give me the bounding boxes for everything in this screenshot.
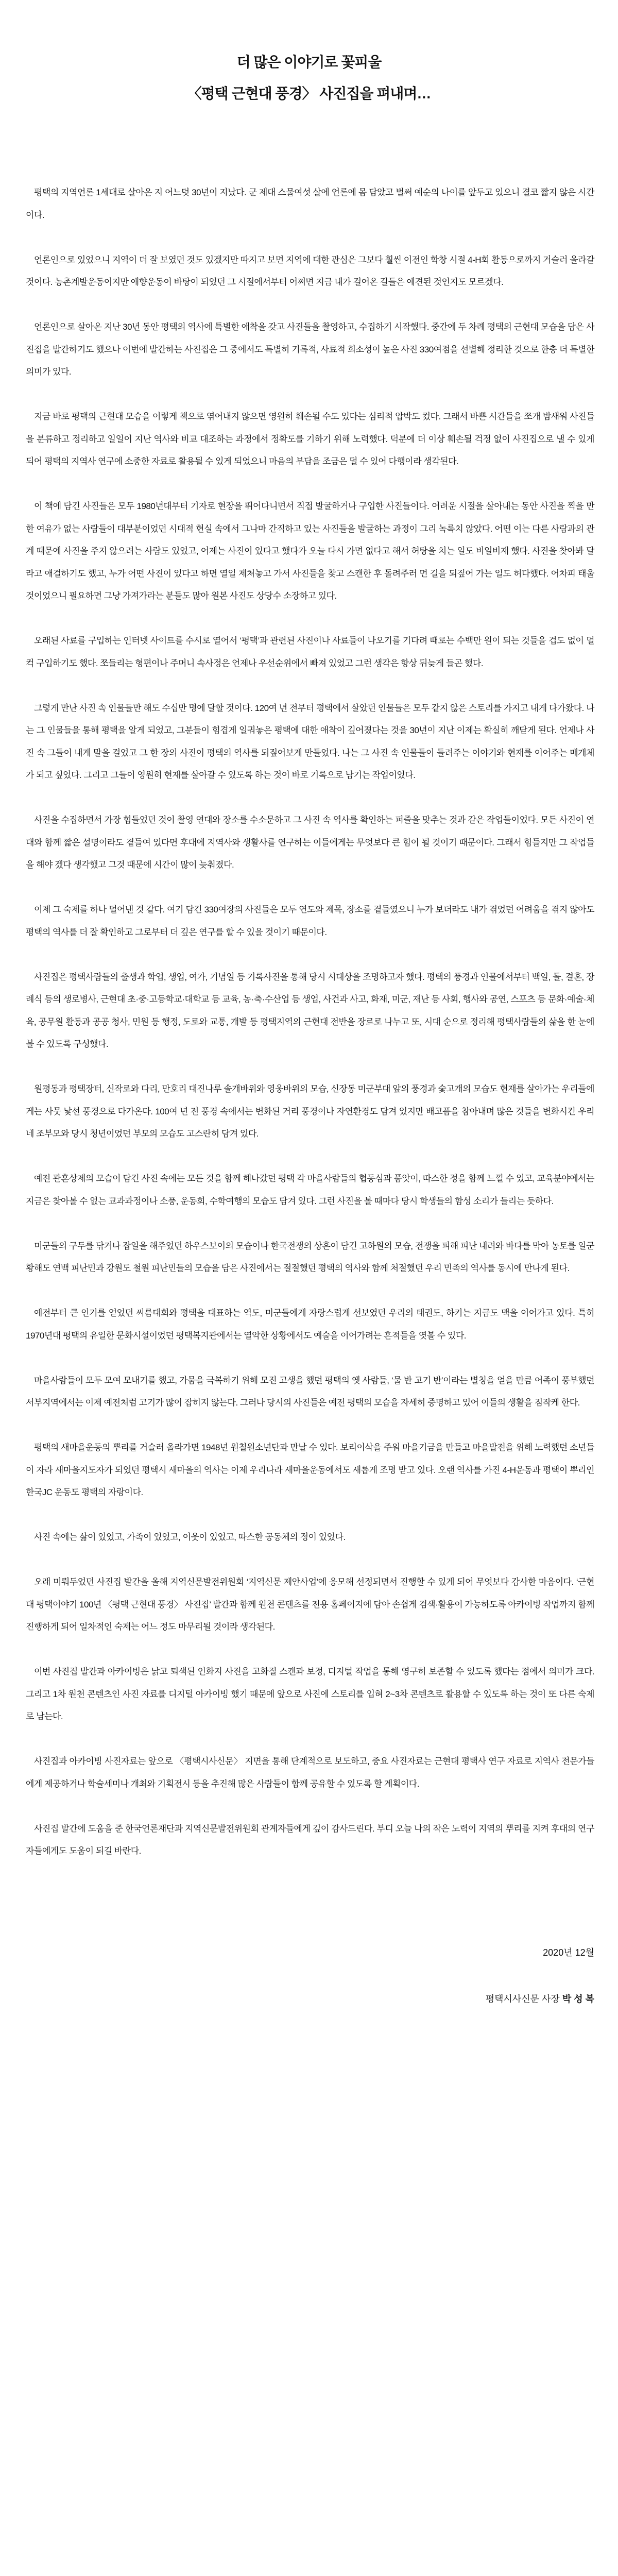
paragraph: 사진집 발간에 도움을 준 한국언론재단과 지역신문발전위원회 관계자들에게 깊이 감사드린다. 부디 오늘 나의 작은 노력이 지역의 뿌리를 지켜 후대의 연구자들에게도 도움이 되길 바란다. bbox=[26, 1823, 594, 1856]
paragraph: 원평동과 평택장터, 신작로와 다리, 만호리 대진나루 솔개바위와 영웅바위의 모습, 신장동 미군부대 앞의 풍경과 숯고개의 모습도 현재를 살아가는 우리들에게는 사뭇 낯선 풍경으로 다가온다. 100여 년 전 풍경 속에서는 변화된 거리 풍경이나 자연환경도 담겨 있지만 배고픔을 참아내며 많은 것들을 변화시킨 우리네 조부모와 당시 청년이었던 부모의 모습도 고스란히 담겨 있다. bbox=[26, 1084, 594, 1139]
title-line-1: 더 많은 이야기로 꽃피울 bbox=[236, 54, 382, 70]
paragraph: 사진을 수집하면서 가장 힘들었던 것이 촬영 연대와 장소를 수소문하고 그 사진 속 역사를 확인하는 퍼즐을 맞추는 것과 같은 작업들이었다. 모든 사진이 연대와 함께 짧은 설명이라도 곁들여 있다면 후대에 지역사와 생활사를 연구하는 이들에게는 무엇보다 큰 힘이 될 것이기 때문이다. 그래서 힘들지만 그 작업들을 해야 겠다 생각했고 그것 때문에 시간이 많이 늦춰졌다. bbox=[26, 815, 594, 870]
paragraph: 평택의 지역언론 1세대로 살아온 지 어느덧 30년이 지났다. 군 제대 스물여섯 살에 언론에 몸 담았고 벌써 예순의 나이를 앞두고 있으니 결코 짧지 않은 시간이다. bbox=[26, 188, 594, 220]
paragraph: 평택의 새마을운동의 뿌리를 거슬러 올라가면 1948년 원칠원소년단과 만날 수 있다. 보리이삭을 주워 마을기금을 만들고 마을발전을 위해 노력했던 소년들이 자라 새마을지도자가 되었던 평택시 새마을의 역사는 이제 우리나라 새마을운동에서도 새롭게 조명 받고 있다. 오랜 역사를 가진 4-H운동과 평택이 뿌리인 한국JC 운동도 평택의 자랑이다. bbox=[26, 1443, 594, 1497]
signature-org: 평택시사신문 사장 bbox=[485, 1994, 560, 2004]
paragraph: 지금 바로 평택의 근현대 모습을 이렇게 책으로 엮어내지 않으면 영원히 훼손될 수도 있다는 심리적 압박도 컸다. 그래서 바쁜 시간들을 쪼개 밤새워 사진들을 분류하고 정리하고 일일이 지난 역사와 비교 대조하는 과정에서 정확도를 기하기 위해 노력했다. 덕분에 더 이상 훼손될 걱정 없이 사진집으로 낼 수 있게 되어 평택의 지역사 연구에 소중한 자료로 활용될 수 있게 되었으니 마음의 부담을 조금은 덜 수 있어 다행이라 생각된다. bbox=[26, 412, 594, 466]
date: 2020년 12월 bbox=[543, 1947, 594, 1958]
closing bbox=[0, 1885, 618, 2010]
paragraph: 이제 그 숙제를 하나 덜어낸 것 같다. 여기 담긴 330여장의 사진들은 모두 연도와 제목, 장소를 곁들였으니 누가 보더라도 내가 겪었던 어려움을 겪지 않아도 평택의 역사를 더 잘 확인하고 그로부터 더 깊은 연구를 할 수 있을 것이기 때문이다. bbox=[26, 905, 594, 937]
paragraph: 오래 미뤄두었던 사진집 발간을 올해 지역신문발전위원회 ‘지역신문 제안사업’에 응모해 선정되면서 진행할 수 있게 되어 무엇보다 감사한 마음이다. ‘근현대 평택이야기 100년 〈평택 근현대 풍경〉 사진집’ 발간과 함께 원천 콘텐츠를 전용 홈페이지에 담아 손쉽게 검색·활용이 가능하도록 아카이빙 작업까지 함께 진행하게 되어 일차적인 숙제는 어느 정도 마무리될 것이라 생각된다. bbox=[26, 1577, 594, 1632]
paragraph: 사진집은 평택사람들의 출생과 학업, 생업, 여가, 기념일 등 기록사진을 통해 당시 시대상을 조명하고자 했다. 평택의 풍경과 인물에서부터 백일, 돌, 결혼, 장례식 등의 생로병사, 근현대 초·중·고등학교·대학교 등 교육, 농·축·수산업 등 생업, 사건과 사고, 화재, 미군, 재난 등 사회, 행사와 공연, 스포츠 등 문화·예술·체육, 공무원 활동과 공공 청사, 민원 등 행정, 도로와 교통, 개발 등 평택지역의 근현대 전반을 장르로 나누고 또, 시대 순으로 정리해 평택사람들의 삶을 한 눈에 볼 수 있도록 구성했다. bbox=[26, 972, 594, 1049]
paragraph: 사진집과 아카이빙 사진자료는 앞으로 〈평택시사신문〉 지면을 통해 단계적으로 보도하고, 중요 사진자료는 근현대 평택사 연구 자료로 지역사 전문가들에게 제공하거나 학술세미나 개최와 기획전시 등을 추진해 많은 사람들이 함께 공유할 수 있도록 할 계획이다. bbox=[26, 1756, 594, 1789]
paragraph: 예전 관혼상제의 모습이 담긴 사진 속에는 모든 것을 함께 해나갔던 평택 각 마을사람들의 협동심과 품앗이, 따스한 정을 함께 느낄 수 있고, 교육분야에서는 지금은 찾아볼 수 없는 교과과정이나 소풍, 운동회, 수학여행의 모습도 담겨 있다. 그런 사진을 볼 때마다 당시 학생들의 함성 소리가 들리는 듯하다. bbox=[26, 1174, 594, 1206]
signature bbox=[26, 1988, 594, 2010]
title-line-2: 〈평택 근현대 풍경〉 사진집을 펴내며… bbox=[187, 86, 431, 101]
document-body bbox=[0, 109, 618, 1862]
paragraph: 미군들의 구두를 닦거나 잡일을 해주었던 하우스보이의 모습이나 한국전쟁의 상흔이 담긴 고하원의 모습, 전쟁을 피해 피난 내려와 바다를 막아 농토를 일군 황해도 연백 피난민과 강원도 철원 피난민들의 모습을 담은 사진에서는 절절했던 평택의 역사와 함께 처절했던 우리 민족의 역사를 동시에 만나게 된다. bbox=[26, 1241, 594, 1273]
paragraph: 이번 사진집 발간과 아카이빙은 낡고 퇴색된 인화지 사진을 고화질 스캔과 보정, 디지털 작업을 통해 영구히 보존할 수 있도록 했다는 점에서 의미가 크다. 그리고 1차 원천 콘텐츠인 사진 자료를 디지털 아카이빙 했기 때문에 앞으로 사진에 스토리를 입혀 2~3차 콘텐츠로 활용할 수 있도록 하는 것이 또 다른 숙제로 남는다. bbox=[26, 1667, 594, 1721]
paragraph: 마을사람들이 모두 모여 모내기를 했고, 가뭄을 극복하기 위해 모진 고생을 했던 평택의 옛 사람들, ‘물 반 고기 반’이라는 별칭을 얻을 만큼 어족이 풍부했던 서부지역에서는 이제 예전처럼 고기가 많이 잡히지 않는다. 그러나 당시의 사진들은 예전 평택의 모습을 자세히 증명하고 있어 이들의 생활을 짐작케 한다. bbox=[26, 1375, 594, 1408]
document-title bbox=[0, 0, 618, 109]
signature-name: 박 성 복 bbox=[562, 1994, 594, 2004]
paragraph: 이 책에 담긴 사진들은 모두 1980년대부터 기자로 현장을 뛰어다니면서 직접 발굴하거나 구입한 사진들이다. 어려운 시절을 살아내는 동안 사진을 찍을 만한 여유가 없는 사람들이 대부분이었던 시대적 현실 속에서 그나마 간직하고 있는 사진들을 발굴하는 과정이 그리 녹록치 않았다. 어떤 이는 다른 사람과의 관계 때문에 사진을 주지 않으려는 사람도 있었고, 어제는 사진이 있다고 했다가 오늘 다시 가면 없다고 해서 허탕을 치는 일도 비일비재 했다. 사진을 찾아봐 달라고 애걸하기도 했고, 누가 어떤 사진이 있다고 하면 열일 제쳐놓고 가서 사진들을 찾고 스캔한 후 돌려주러 먼 길을 되짚어 가는 일도 허다했다. 어차피 태울 것이었으니 필요하면 그냥 가져가라는 분들도 많아 원본 사진도 상당수 소장하고 있다. bbox=[26, 501, 594, 601]
paragraph: 언론인으로 있었으니 지역이 더 잘 보였던 것도 있겠지만 따지고 보면 지역에 대한 관심은 그보다 훨씬 이전인 학창 시절 4-H회 활동으로까지 거슬러 올라갈 것이다. 농촌계발운동이지만 애향운동이 바탕이 되었던 그 시절에서부터 어쩌면 지금 내가 걸어온 길들은 예견된 것인지도 모르겠다. bbox=[26, 255, 594, 287]
paragraph: 언론인으로 살아온 지난 30년 동안 평택의 역사에 특별한 애착을 갖고 사진들을 촬영하고, 수집하기 시작했다. 중간에 두 차례 평택의 근현대 모습을 담은 사진집을 발간하기도 했으나 이번에 발간하는 사진집은 그 중에서도 특별히 기록적, 사료적 희소성이 높은 사진 330여점을 선별해 정리한 것으로 한층 더 특별한 의미가 있다. bbox=[26, 322, 594, 377]
paragraph: 사진 속에는 삶이 있었고, 가족이 있었고, 이웃이 있었고, 따스한 공동체의 정이 있었다. bbox=[34, 1532, 346, 1542]
paragraph: 예전부터 큰 인기를 얻었던 씨름대회와 평택을 대표하는 역도, 미군들에게 자랑스럽게 선보였던 우리의 태권도, 하키는 지금도 맥을 이어가고 있다. 특히 1970년대 평택의 유일한 문화시설이었던 평택복지관에서는 열악한 상황에서도 예술을 이어가려는 흔적들을 엿볼 수 있다. bbox=[26, 1308, 594, 1341]
paragraph: 그렇게 만난 사진 속 인물들만 해도 수십만 명에 달할 것이다. 120여 년 전부터 평택에서 살았던 인물들은 모두 같지 않은 스토리를 가지고 내게 다가왔다. 나는 그 인물들을 통해 평택을 알게 되었고, 그분들이 힘겹게 일궈놓은 평택에 대한 애착이 깊어졌다는 것을 30년이 지난 이제는 확실히 깨닫게 된다. 언제나 사진 속 그들이 내게 말을 걸었고 그 한 장의 사진이 평택의 역사를 되짚어보게 만들었다. 나는 그 사진 속 인물들이 들려주는 이야기와 현재를 이어주는 매개체가 되고 싶었다. 그리고 그들이 영원히 현재를 살아갈 수 있도록 하는 것이 바로 기록으로 남기는 작업이었다. bbox=[26, 703, 594, 780]
paragraph: 오래된 사료를 구입하는 인터넷 사이트를 수시로 열어서 ‘평택’과 관련된 사진이나 사료들이 나오기를 기다려 때로는 수백만 원이 되는 것들을 겁도 없이 덜컥 구입하기도 했다. 쪼들리는 형편이나 주머니 속사정은 언제나 우선순위에서 빠져 있었고 그런 생각은 항상 뒤늦게 들곤 했다. bbox=[26, 636, 594, 668]
